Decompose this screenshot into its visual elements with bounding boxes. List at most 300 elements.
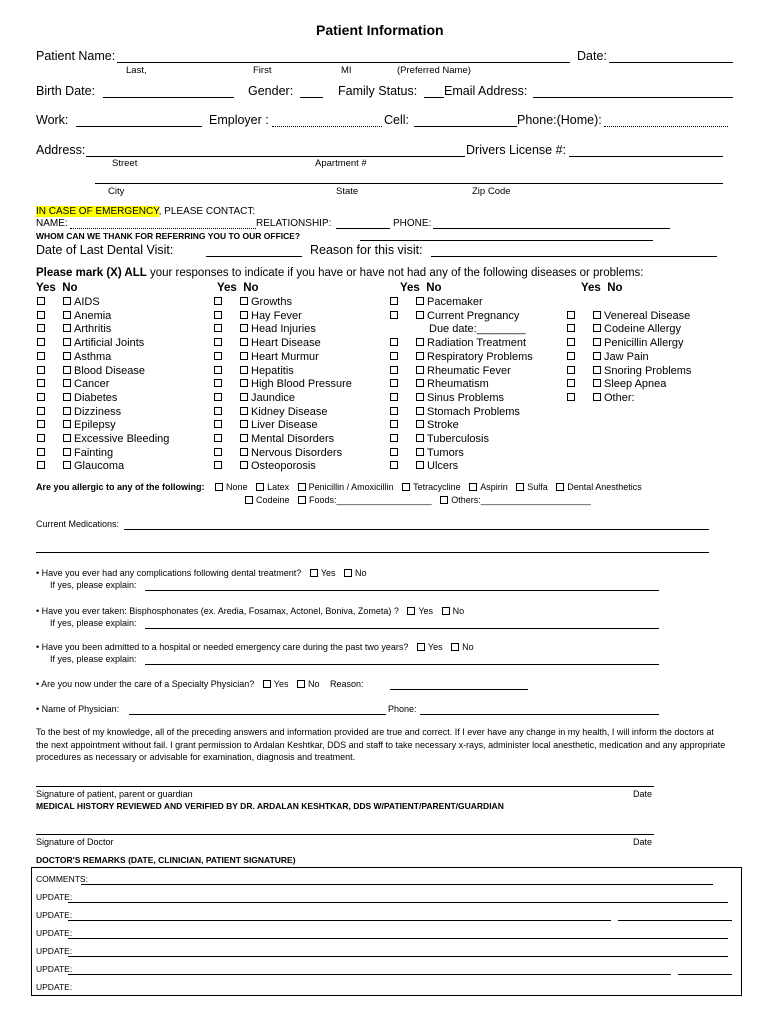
city-state-zip-field[interactable] [95,183,723,184]
disease-row[interactable] [390,392,504,406]
yes-checkbox[interactable] [37,352,45,360]
email-field[interactable] [533,97,733,98]
yes-checkbox[interactable] [390,297,398,305]
disease-label: Liver Disease [251,419,318,432]
no-checkbox[interactable] [63,434,71,442]
yes-checkbox[interactable] [37,338,45,346]
specialty-reason-field[interactable] [390,689,528,690]
yes-checkbox[interactable] [214,434,222,442]
disease-label: Excessive Bleeding [74,433,170,445]
no-checkbox[interactable] [416,297,424,305]
no-checkbox[interactable] [297,680,305,688]
update-label: UPDATE: [36,982,73,992]
due-date-label: Due date:________ [429,323,526,336]
yes-checkbox[interactable] [214,311,222,319]
question-hospital: • Have you been admitted to a hospital or needed emergency care during the past two years? Yes No [36,642,474,652]
emergency-relationship-label: RELATIONSHIP: [256,218,332,229]
disease-label: Glaucoma [74,460,125,473]
disease-row[interactable] [390,433,489,447]
no-label: No [462,642,474,652]
disease-row[interactable] [390,378,489,392]
no-checkbox[interactable] [344,569,352,577]
no-checkbox[interactable] [240,352,248,360]
no-checkbox[interactable] [240,311,248,319]
no-label: No [355,568,367,578]
sub-mi: MI [341,65,352,76]
disease-row[interactable] [390,351,533,365]
yes-checkbox[interactable] [390,366,398,374]
disease-label: Hepatitis [251,364,294,377]
question-bisphosphonates: • Have you ever taken: Bisphosphonates (ex. Aredia, Fosamax, Actonel, Boniva, Zometa) ? Yes No [36,606,465,616]
allergy-item-foods: Foods:___________________ [309,495,432,505]
disease-label: AIDS [74,296,100,308]
yes-checkbox[interactable] [214,324,222,332]
patient-signature-date: Date [633,789,653,799]
yes-checkbox[interactable] [214,379,222,387]
no-label: No [452,606,465,616]
update-label: UPDATE: [36,964,73,974]
yes-label: Yes [320,568,336,578]
disease-row[interactable] [390,296,483,310]
yes-checkbox[interactable] [390,461,398,469]
physician-phone-field[interactable] [420,714,659,715]
no-checkbox[interactable] [240,448,248,456]
question-text: Have you ever had any complications following dental treatment? [41,568,302,578]
disease-label: Fainting [74,446,114,459]
no-checkbox[interactable] [240,420,248,428]
yes-checkbox[interactable] [214,461,222,469]
no-checkbox[interactable] [63,338,71,346]
disease-label: Osteoporosis [251,460,316,473]
disease-label: Anemia [74,309,112,322]
allergy-checkbox[interactable] [556,483,564,491]
yes-checkbox[interactable] [567,324,575,332]
no-checkbox[interactable] [63,448,71,456]
no-checkbox[interactable] [240,366,248,374]
no-checkbox[interactable] [240,393,248,401]
no-checkbox[interactable] [240,434,248,442]
disease-row[interactable] [567,351,649,365]
yes-checkbox[interactable] [567,393,575,401]
disease-instructions-rest: your responses to indicate if you have or have not had any of the following diseases or problems: [146,267,644,279]
no-checkbox[interactable] [593,379,601,387]
disease-label: Tumors [427,446,464,459]
disease-row[interactable] [214,296,292,310]
allergy-checkbox[interactable] [516,483,524,491]
yes-checkbox[interactable] [390,407,398,415]
address-label: Address: [36,143,86,157]
patient-name-label: Patient Name: [36,49,116,63]
yes-checkbox[interactable] [390,352,398,360]
referral-label: WHOM CAN WE THANK FOR REFERRING YOU TO OUR OFFICE? [36,231,301,241]
disease-label: Cancer [74,378,110,391]
drivers-license-field[interactable] [569,156,723,157]
explain-field[interactable] [145,628,659,629]
allergy-item: Latex [267,482,290,492]
disease-row[interactable] [390,406,520,420]
update-line[interactable] [68,920,611,921]
no-checkbox[interactable] [63,324,71,332]
disease-row[interactable] [390,419,459,433]
disease-label: Penicillin Allergy [604,337,684,350]
work-label: Work: [36,113,69,127]
allergy-checkbox[interactable] [256,483,264,491]
medications-field-2[interactable] [36,552,709,553]
no-checkbox[interactable] [593,366,601,374]
allergy-item-codeine: Codeine [256,495,290,505]
yes-checkbox[interactable] [214,352,222,360]
yes-checkbox[interactable] [567,311,575,319]
disease-row[interactable] [214,365,294,379]
no-checkbox[interactable] [240,461,248,469]
yes-checkbox[interactable] [214,338,222,346]
disease-row[interactable] [390,310,519,324]
disease-row[interactable] [214,460,316,474]
reason-label: Reason: [330,679,364,689]
sub-street: Street [112,158,138,169]
emergency-phone-field[interactable] [433,228,670,229]
no-checkbox[interactable] [416,448,424,456]
drivers-license-label: Drivers License #: [466,143,567,157]
disease-row[interactable] [37,310,111,324]
yes-checkbox[interactable] [37,407,45,415]
gender-field[interactable] [300,97,323,98]
disease-row[interactable] [37,419,116,433]
emergency-rest: , PLEASE CONTACT: [158,206,256,217]
disease-label: Hay Fever [251,309,302,322]
no-checkbox[interactable] [593,324,601,332]
disease-row[interactable] [390,365,511,379]
yes-label: Yes [273,679,289,689]
yes-checkbox[interactable] [214,393,222,401]
update-line-date[interactable] [678,974,732,975]
address-field[interactable] [86,156,465,157]
physician-name-row: • Name of Physician: [36,704,120,714]
update-line-date[interactable] [618,920,732,921]
cell-label: Cell: [384,113,410,127]
disease-row[interactable] [214,433,334,447]
yes-checkbox[interactable] [567,352,575,360]
emergency-name-label: NAME: [36,218,68,229]
explain-field[interactable] [145,664,659,665]
disease-row[interactable] [37,351,111,365]
question-text: Have you ever taken: Bisphosphonates (ex. Aredia, Fosamax, Actonel, Boniva, Zometa) ? [41,606,399,616]
consent-text: To the best of my knowledge, all of the preceding answers and information provided are true and correct. If I ever have any change in my health, I will inform the doctors at the next appointment without fail. I grant permission to Ardalan Keshtkar, DDS and staff to take necessary x-rays, administer local anesthetic, medication and any appropriate procedures as necessary or advisable for examination, diagnosis and treatment. [36,727,726,762]
no-checkbox[interactable] [416,366,424,374]
disease-row[interactable] [37,365,145,379]
no-checkbox[interactable] [416,407,424,415]
no-checkbox[interactable] [240,379,248,387]
no-checkbox[interactable] [416,461,424,469]
yes-checkbox[interactable] [214,420,222,428]
doctor-signature-line[interactable] [36,834,654,835]
allergy-checkbox[interactable] [298,483,306,491]
yes-checkbox[interactable] [37,379,45,387]
disease-row[interactable] [390,447,464,461]
yes-checkbox[interactable] [214,407,222,415]
yes-checkbox[interactable] [390,420,398,428]
explain-label: If yes, please explain: [50,580,137,590]
due-date-row[interactable] [429,323,526,337]
disease-label: Rheumatic Fever [427,364,511,377]
emergency-phone-label: PHONE: [393,218,432,229]
allergy-checkbox[interactable] [215,483,223,491]
disease-row[interactable] [37,433,169,447]
disease-row[interactable] [567,337,683,351]
allergy-item-others: Others:______________________ [451,495,591,505]
no-checkbox[interactable] [593,338,601,346]
no-checkbox[interactable] [63,379,71,387]
disease-row[interactable] [214,378,352,392]
no-checkbox[interactable] [593,311,601,319]
disease-row[interactable] [214,323,316,337]
no-checkbox[interactable] [240,324,248,332]
disease-row[interactable] [37,406,121,420]
disease-label: Kidney Disease [251,405,328,418]
disease-row[interactable] [567,378,666,392]
disease-row[interactable] [567,365,691,379]
no-checkbox[interactable] [63,393,71,401]
disease-row[interactable] [214,392,295,406]
emergency-relationship-field[interactable] [336,228,390,229]
yes-checkbox[interactable] [390,311,398,319]
disease-label: High Blood Pressure [251,378,352,391]
disease-label: Sleep Apnea [604,378,667,391]
doctor-remarks-heading: DOCTOR'S REMARKS (DATE, CLINICIAN, PATIENT SIGNATURE) [36,855,296,865]
no-checkbox[interactable] [240,297,248,305]
disease-label: Head Injuries [251,323,316,336]
yes-checkbox[interactable] [37,461,45,469]
reason-visit-field[interactable] [431,256,717,257]
no-checkbox[interactable] [416,352,424,360]
comments-label: COMMENTS: [36,874,88,884]
yes-checkbox[interactable] [390,448,398,456]
no-checkbox[interactable] [416,434,424,442]
allergy-item: Dental Anesthetics [567,482,642,492]
allergy-row [36,482,642,492]
last-dental-visit-field[interactable] [206,256,302,257]
sub-last: Last, [126,65,147,76]
yes-no-header-4: Yes No [581,282,623,294]
update-line[interactable] [68,902,728,903]
yes-checkbox[interactable] [390,434,398,442]
birth-date-label: Birth Date: [36,84,96,98]
yes-checkbox[interactable] [567,366,575,374]
explain-label: If yes, please explain: [50,654,137,664]
allergy-checkbox[interactable] [469,483,477,491]
family-status-label: Family Status: [338,84,418,98]
no-checkbox[interactable] [63,311,71,319]
doctor-signature-label: Signature of Doctor [36,837,114,847]
update-label: UPDATE: [36,946,73,956]
medications-field[interactable] [124,529,709,530]
birth-date-field[interactable] [103,97,234,98]
allergy-checkbox[interactable] [245,496,253,504]
yes-checkbox[interactable] [37,448,45,456]
emergency-name-field[interactable] [70,228,256,229]
yes-checkbox[interactable] [263,680,271,688]
disease-row[interactable] [37,323,111,337]
allergy-item: Penicillin / Amoxicillin [308,482,394,492]
explain-field[interactable] [145,590,659,591]
yes-checkbox[interactable] [417,643,425,651]
allergy-checkbox[interactable] [402,483,410,491]
gender-label: Gender: [248,84,294,98]
disease-instructions-bold: Please mark (X) ALL [36,267,147,279]
emergency-heading [36,206,255,217]
no-checkbox[interactable] [416,379,424,387]
disease-row[interactable] [37,460,124,474]
disease-row[interactable] [567,392,635,406]
no-checkbox[interactable] [63,407,71,415]
remarks-box [31,867,742,996]
disease-row[interactable] [214,419,318,433]
employer-field[interactable] [272,126,382,127]
sub-preferred: (Preferred Name) [397,65,471,76]
yes-checkbox[interactable] [310,569,318,577]
disease-label: Heart Murmur [251,350,319,363]
yes-no-header-2: Yes No [217,282,259,294]
disease-label: Respiratory Problems [427,350,533,363]
allergy-label: Are you allergic to any of the following: [36,482,205,492]
no-checkbox[interactable] [63,366,71,374]
allergy-row-2 [245,495,591,505]
disease-label: Sinus Problems [427,391,505,404]
disease-row[interactable] [37,378,109,392]
question-complications: • Have you ever had any complications following dental treatment? Yes No [36,568,367,578]
yes-checkbox[interactable] [567,338,575,346]
work-field[interactable] [76,126,202,127]
disease-label: Diabetes [74,391,118,404]
no-checkbox[interactable] [240,338,248,346]
question-text: Have you been admitted to a hospital or needed emergency care during the past two years? [41,642,409,652]
physician-name-field[interactable] [129,714,386,715]
disease-row[interactable] [390,337,526,351]
disease-label: Rheumatism [427,378,489,391]
update-line[interactable] [68,938,728,939]
reason-visit-label: Reason for this visit: [310,243,423,257]
disease-label: Asthma [74,350,112,363]
no-checkbox[interactable] [63,352,71,360]
yes-checkbox[interactable] [37,366,45,374]
allergy-item: Aspirin [480,482,508,492]
cell-field[interactable] [414,126,517,127]
medications-label: Current Medications: [36,519,120,529]
no-label: No [308,679,320,689]
no-checkbox[interactable] [442,607,450,615]
yes-checkbox[interactable] [37,434,45,442]
yes-checkbox[interactable] [214,448,222,456]
allergy-item: None [226,482,248,492]
allergy-item: Tetracycline [413,482,461,492]
physician-phone-label: Phone: [388,704,417,714]
yes-checkbox[interactable] [37,324,45,332]
disease-label: Tuberculosis [427,433,489,445]
yes-checkbox[interactable] [37,311,45,319]
disease-row[interactable] [567,323,681,337]
disease-row[interactable] [214,310,302,324]
no-checkbox[interactable] [593,352,601,360]
comments-line[interactable] [81,884,713,885]
page-title: Patient Information [316,22,444,38]
yes-no-header-3: Yes No [400,282,442,294]
disease-row[interactable] [214,447,342,461]
reviewed-statement: MEDICAL HISTORY REVIEWED AND VERIFIED BY DR. ARDALAN KESHTKAR, DDS W/PATIENT/PARENT/GUARDIAN [36,801,504,811]
disease-row[interactable] [214,351,319,365]
no-checkbox[interactable] [416,420,424,428]
disease-label: Dizziness [74,405,122,418]
yes-checkbox[interactable] [407,607,415,615]
patient-signature-line[interactable] [36,786,654,787]
yes-checkbox[interactable] [37,393,45,401]
disease-row[interactable] [390,460,458,474]
no-checkbox[interactable] [416,393,424,401]
disease-label: Venereal Disease [604,309,691,322]
disease-label: Jaw Pain [604,350,649,363]
disease-row[interactable] [37,392,117,406]
email-label: Email Address: [444,84,528,98]
employer-label: Employer : [209,113,269,127]
disease-row[interactable] [37,296,100,310]
disease-row[interactable] [37,337,144,351]
disease-row[interactable] [214,337,321,351]
disease-label: Radiation Treatment [427,337,527,350]
yes-checkbox[interactable] [214,366,222,374]
yes-checkbox[interactable] [390,379,398,387]
disease-label: Artificial Joints [74,337,145,350]
yes-checkbox[interactable] [390,393,398,401]
disease-label: Growths [251,296,292,308]
disease-label: Epilepsy [74,419,116,432]
no-checkbox[interactable] [593,393,601,401]
no-checkbox[interactable] [416,338,424,346]
update-label: UPDATE: [36,892,73,902]
date-field[interactable] [609,62,733,63]
disease-row[interactable] [567,310,690,324]
no-checkbox[interactable] [63,297,71,305]
no-checkbox[interactable] [63,420,71,428]
phone-home-label: Phone:(Home): [517,113,602,127]
no-checkbox[interactable] [416,311,424,319]
update-line[interactable] [68,974,671,975]
allergy-checkbox[interactable] [298,496,306,504]
yes-checkbox[interactable] [37,420,45,428]
last-dental-visit-label: Date of Last Dental Visit: [36,243,174,257]
no-checkbox[interactable] [63,461,71,469]
referral-field[interactable] [360,240,653,241]
update-line[interactable] [68,956,728,957]
no-checkbox[interactable] [240,407,248,415]
disease-row[interactable] [37,447,113,461]
allergy-item: Sulfa [527,482,548,492]
yes-checkbox[interactable] [37,297,45,305]
disease-label: Mental Disorders [251,433,335,445]
yes-checkbox[interactable] [567,379,575,387]
phone-home-field[interactable] [604,126,728,127]
no-checkbox[interactable] [451,643,459,651]
disease-label: Stomach Problems [427,405,520,418]
yes-checkbox[interactable] [390,338,398,346]
allergy-checkbox[interactable] [440,496,448,504]
sub-apartment: Apartment # [315,158,367,169]
explain-label: If yes, please explain: [50,618,137,628]
patient-name-field[interactable] [117,62,570,63]
disease-row[interactable] [214,406,327,420]
date-label: Date: [577,49,607,63]
disease-label: Blood Disease [74,364,145,377]
yes-checkbox[interactable] [214,297,222,305]
family-status-field[interactable] [424,97,444,98]
